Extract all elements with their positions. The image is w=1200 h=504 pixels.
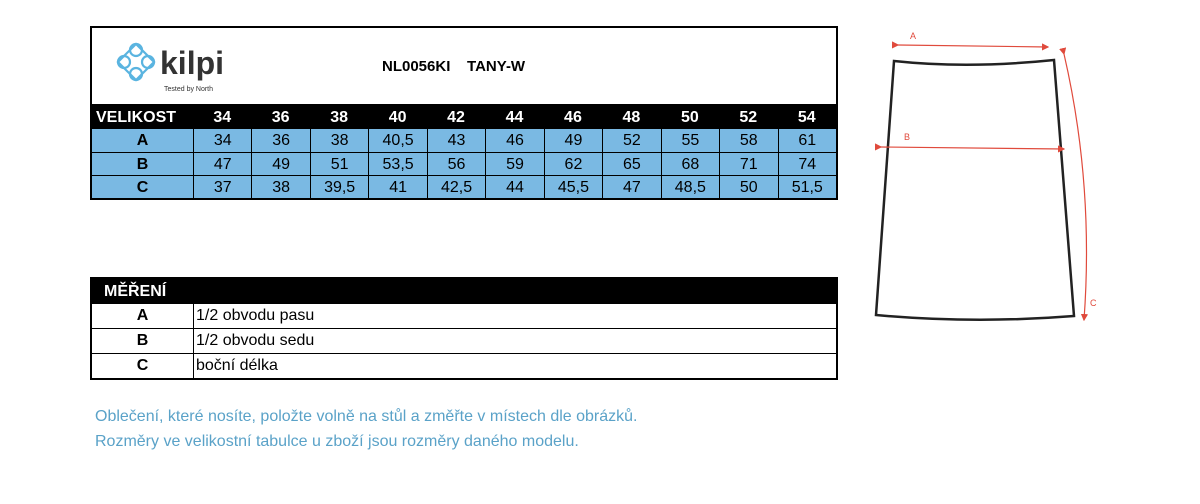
size-value-cell: 55 — [661, 129, 719, 152]
size-header-cell: 48 — [602, 106, 660, 129]
size-row-key: B — [92, 152, 193, 175]
size-header-label: VELIKOST — [92, 106, 193, 129]
size-row-key: A — [92, 129, 193, 152]
product-code: NL0056KI — [382, 58, 451, 75]
size-value-cell: 36 — [251, 129, 309, 152]
measurement-row — [92, 353, 836, 378]
size-value-cell: 50 — [719, 175, 777, 198]
size-header-cell: 40 — [368, 106, 426, 129]
product-title — [382, 58, 525, 75]
size-header-cell: 36 — [251, 106, 309, 129]
size-header-cell: 52 — [719, 106, 777, 129]
skirt-outline — [876, 60, 1074, 320]
svg-text:kilpi: kilpi — [160, 45, 225, 81]
measurement-description: 1/2 obvodu pasu — [193, 304, 836, 328]
size-row-key: C — [92, 175, 193, 198]
size-value-cell: 47 — [193, 152, 251, 175]
size-value-cell: 44 — [485, 175, 543, 198]
size-value-cell: 51,5 — [778, 175, 836, 198]
size-value-cell: 65 — [602, 152, 660, 175]
size-header-cell: 46 — [544, 106, 602, 129]
size-value-cell: 40,5 — [368, 129, 426, 152]
measurement-table — [90, 277, 838, 380]
measurement-title: MĚŘENÍ — [92, 279, 836, 304]
table-header — [92, 28, 836, 106]
note-line-1: Oblečení, které nosíte, položte volně na stůl a změřte v místech dle obrázků. — [95, 408, 638, 425]
measurement-description: 1/2 obvodu sedu — [193, 329, 836, 353]
skirt-diagram — [868, 24, 1108, 324]
product-name: TANY-W — [467, 58, 526, 75]
measurement-row — [92, 304, 836, 328]
kilpi-logo — [108, 36, 258, 96]
note-line-2: Rozměry ve velikostní tabulce u zboží jsou rozměry daného modelu. — [95, 433, 579, 450]
size-value-cell: 37 — [193, 175, 251, 198]
size-value-cell: 51 — [310, 152, 368, 175]
size-header-cell: 42 — [427, 106, 485, 129]
size-value-cell: 47 — [602, 175, 660, 198]
size-value-cell: 71 — [719, 152, 777, 175]
measurement-row — [92, 328, 836, 353]
measure-c-line — [1064, 54, 1087, 320]
measure-c-label: C — [1090, 298, 1097, 308]
size-value-cell: 38 — [310, 129, 368, 152]
measurement-key: A — [136, 307, 149, 324]
measurement-description: boční délka — [193, 354, 836, 378]
measurement-key: B — [136, 332, 149, 349]
measure-b-label: B — [904, 132, 911, 142]
measurement-rows — [92, 304, 836, 378]
measurement-key: C — [136, 357, 149, 374]
size-value-cell: 45,5 — [544, 175, 602, 198]
measure-a-line — [898, 45, 1048, 47]
size-value-cell: 39,5 — [310, 175, 368, 198]
size-value-cell: 59 — [485, 152, 543, 175]
size-value-cell: 43 — [427, 129, 485, 152]
svg-text:Tested by North: Tested by North — [164, 86, 214, 93]
measure-a-label: A — [910, 31, 917, 41]
size-value-cell: 38 — [251, 175, 309, 198]
size-value-cell: 53,5 — [368, 152, 426, 175]
size-value-cell: 52 — [602, 129, 660, 152]
size-header-cell: 54 — [778, 106, 836, 129]
size-value-cell: 61 — [778, 129, 836, 152]
size-value-cell: 74 — [778, 152, 836, 175]
size-table — [90, 26, 838, 200]
size-header-cell: 44 — [485, 106, 543, 129]
size-grid — [92, 106, 836, 198]
size-value-cell: 34 — [193, 129, 251, 152]
size-value-cell: 68 — [661, 152, 719, 175]
size-value-cell: 42,5 — [427, 175, 485, 198]
size-header-cell: 38 — [310, 106, 368, 129]
measure-b-line — [881, 147, 1064, 149]
instruction-note — [95, 404, 638, 454]
size-value-cell: 49 — [544, 129, 602, 152]
size-value-cell: 48,5 — [661, 175, 719, 198]
size-value-cell: 49 — [251, 152, 309, 175]
size-value-cell: 58 — [719, 129, 777, 152]
size-value-cell: 62 — [544, 152, 602, 175]
size-value-cell: 41 — [368, 175, 426, 198]
size-value-cell: 46 — [485, 129, 543, 152]
size-value-cell: 56 — [427, 152, 485, 175]
size-header-cell: 34 — [193, 106, 251, 129]
size-header-cell: 50 — [661, 106, 719, 129]
